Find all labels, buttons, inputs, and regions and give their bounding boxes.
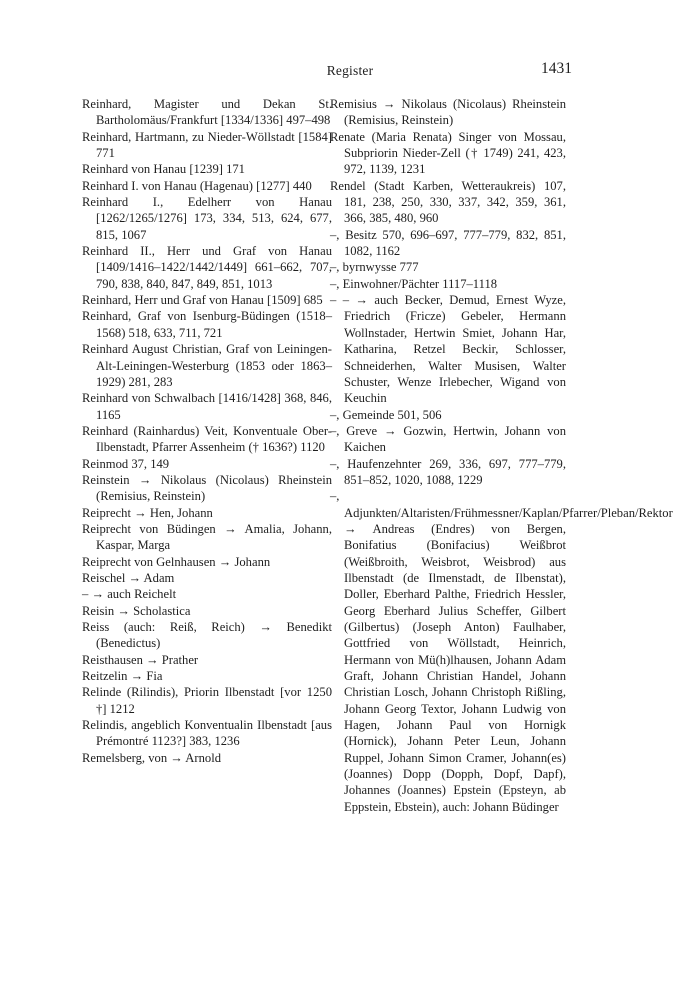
index-entry: Renate (Maria Renata) Singer von Mossau, Subpriorin Nieder-Zell († 1749) 241, 423, 972, 1139, 1231 bbox=[330, 129, 566, 177]
index-entry: Reiprecht von Büdingen → Amalia, Johann, Kaspar, Marga bbox=[82, 521, 332, 553]
index-entry: Reinhard (Rainhardus) Veit, Konventuale Ober-Ilbenstadt, Pfarrer Assenheim († 1636?) 1120 bbox=[82, 423, 332, 455]
index-entry: Reinhard August Christian, Graf von Leiningen-Alt-Leiningen-Westerburg (1853 oder 1863–1929) 281, 283 bbox=[82, 342, 332, 389]
index-entry: Reinhard, Hartmann, zu Nieder-Wöllstadt [1584] 771 bbox=[82, 129, 332, 161]
index-entry: Reiprecht von Gelnhausen → Johann bbox=[82, 554, 271, 569]
index-entry: Reinhard von Hanau [1239] 171 bbox=[82, 162, 245, 177]
index-entry: – – → auch Becker, Demud, Ernest Wyze, Friedrich (Fricze) Gebeler, Hermann Wollnstader, Hertwin Smiet, Johann Har, Katharina, Retzel Beckir, Schlosser, Schneiderhen, Walter Musisen, Walter Schuster, Wenze Irlebecher, Wigand von Keuchin bbox=[330, 293, 566, 406]
index-entry: Relinde (Rilindis), Priorin Ilbenstadt [vor 1250 †] 1212 bbox=[82, 685, 332, 716]
index-entry: Reinstein → Nikolaus (Nicolaus) Rheinstein (Remisius, Reinstein) bbox=[82, 472, 332, 504]
index-entry: Reinhard, Magister und Dekan St. Bartholomäus/Frankfurt [1334/1336] 497–498 bbox=[82, 97, 332, 128]
running-header-title: Register bbox=[326, 63, 374, 78]
index-entry: Reitzelin → Fia bbox=[82, 669, 163, 684]
index-entry: Reiss (auch: Reiß, Reich) → Benedikt (Benedictus) bbox=[82, 620, 332, 651]
index-entry: Remelsberg, von → Arnold bbox=[82, 750, 221, 765]
index-entry: –, Besitz 570, 696–697, 777–779, 832, 851, 1082, 1162 bbox=[330, 227, 566, 259]
index-entry: –, byrnwysse 777 bbox=[330, 260, 419, 275]
index-entry: Reinhard II., Herr und Graf von Hanau [1409/1416–1422/1442/1449] 661–662, 707, 790, 838, 840, 847, 849, 851, 1013 bbox=[82, 244, 332, 291]
index-column-left bbox=[82, 96, 332, 766]
index-entry: Reinhard von Schwalbach [1416/1428] 368, 846, 1165 bbox=[82, 391, 332, 422]
index-entry: Reischel → Adam bbox=[82, 570, 175, 585]
index-entry: Reinmod 37, 149 bbox=[82, 456, 170, 471]
index-entry: Relindis, angeblich Konventualin Ilbenstadt [aus Prémontré 1123?] 383, 1236 bbox=[82, 718, 332, 749]
index-entry: –, Einwohner/Pächter 1117–1118 bbox=[330, 276, 498, 291]
index-entry: –, Gemeinde 501, 506 bbox=[330, 407, 442, 422]
index-entry: – → auch Reichelt bbox=[82, 587, 177, 602]
index-entry: Rendel (Stadt Karben, Wetteraukreis) 107, 181, 238, 250, 330, 337, 342, 359, 361, 366, 385, 480, 960 bbox=[330, 178, 566, 226]
index-entry: –, Greve → Gozwin, Hertwin, Johann von Kaichen bbox=[330, 423, 566, 455]
index-column-right bbox=[330, 96, 673, 815]
index-entry: –, Adjunkten/Altaristen/Frühmessner/Kaplan/Pfarrer/Pleban/Rektor → Andreas (Endres) von Bergen, Bonifatius (Bonifacius) Weißbrot (Weißbroith, Weisbrot, Weisbrod) aus Ilbenstadt (de Ilmenstadt, de Ilbenstat), Doller, Eberhard Palthe, Friedrich Hessler, Georg Eberhard Julius Scheffer, Gilbert (Gilbertus) (Joseph Anton) Faulhaber, Gottfried von Wöllstadt, Heinrich, Hermann von Mü(h)lhausen, Johann Adam Graft, Johann Christian Handel, Johann Christian Losch, Johann Christoph Rißling, Johann Georg Textor, Johann Ludwig von Hagen, Johann Paul von Hornigk (Hornick), Johann Peter Leun, Johann Ruppel, Johann Simon Cramer, Johann(es) (Joannes) Dopp (Dopph, Dopf, Dapf), Johannes (Joannes) Epstein (Epsteyn, ab Eppstein, Ebstein), auch: Johann Büdinger bbox=[330, 489, 673, 814]
index-entry: Reiprecht → Hen, Johann bbox=[82, 505, 213, 520]
index-entry: Reinhard, Herr und Graf von Hanau [1509] 685 bbox=[82, 293, 323, 308]
page-number: 1431 bbox=[541, 60, 572, 77]
index-entry: Reisthausen → Prather bbox=[82, 652, 199, 667]
index-entry: Remisius → Nikolaus (Nicolaus) Rheinstein (Remisius, Reinstein) bbox=[330, 97, 566, 128]
index-entry: Reisin → Scholastica bbox=[82, 603, 191, 618]
index-entry: Reinhard, Graf von Isenburg-Büdingen (1518–1568) 518, 633, 711, 721 bbox=[82, 309, 332, 340]
index-entry: Reinhard I. von Hanau (Hagenau) [1277] 440 bbox=[82, 178, 312, 193]
index-entry: –, Haufenzehnter 269, 336, 697, 777–779, 851–852, 1020, 1088, 1229 bbox=[330, 456, 566, 487]
index-entry: Reinhard I., Edelherr von Hanau [1262/1265/1276] 173, 334, 513, 624, 677, 815, 1067 bbox=[82, 195, 332, 242]
